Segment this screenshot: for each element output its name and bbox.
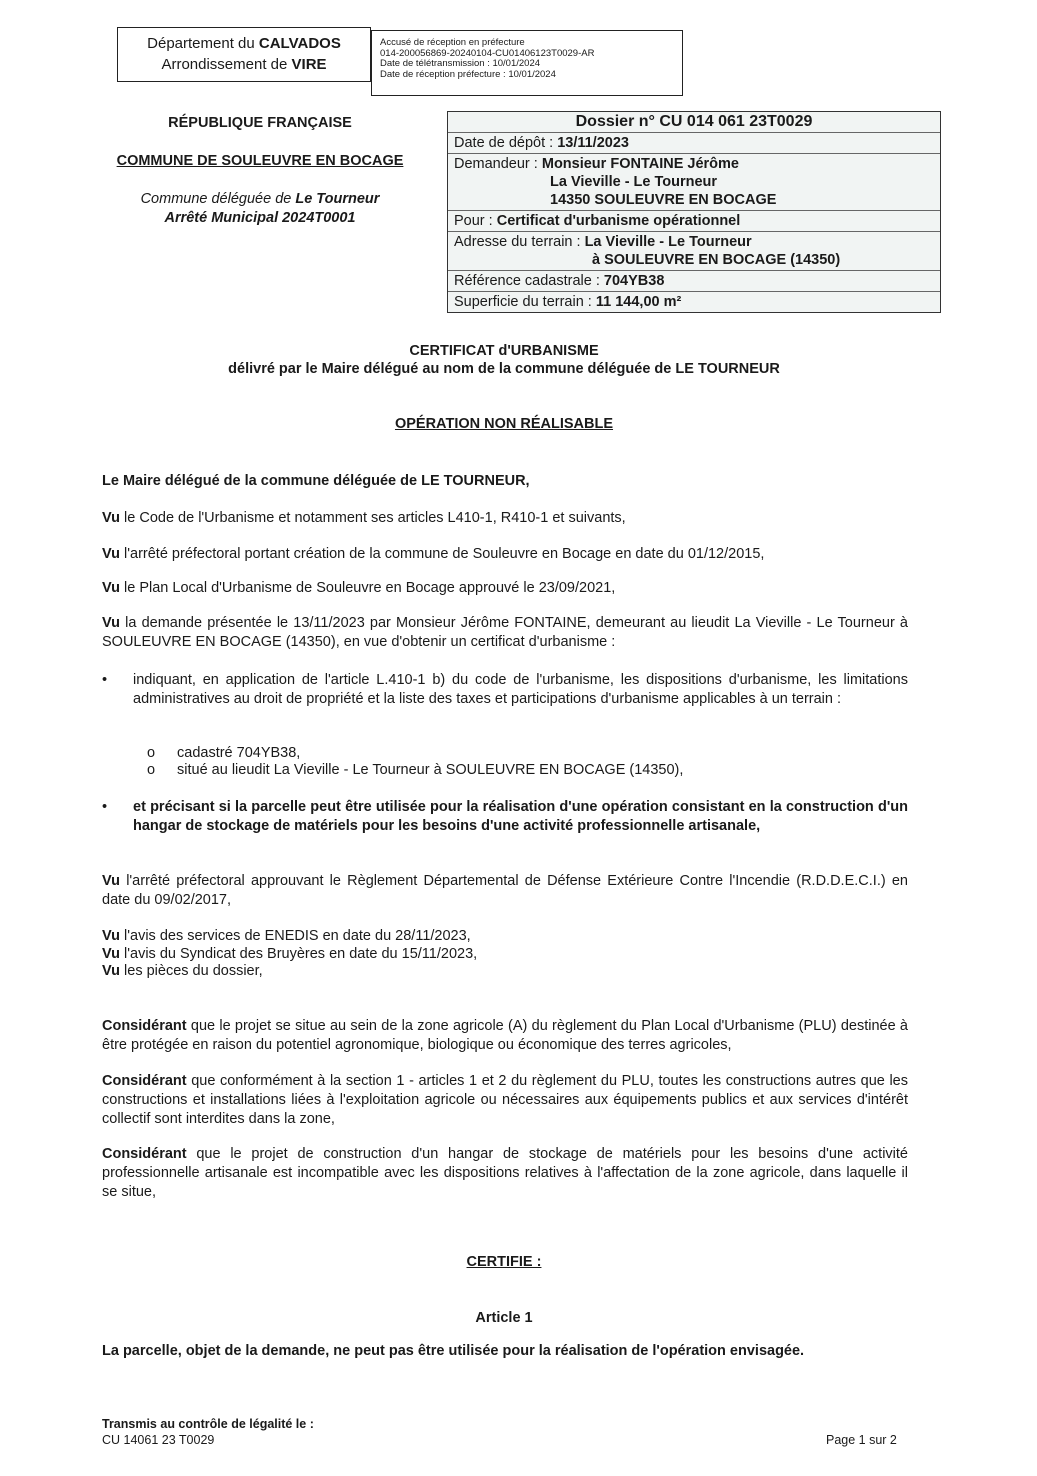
delegated-name: Le Tourneur bbox=[295, 191, 380, 207]
delegated-commune bbox=[100, 190, 420, 228]
operation-status: OPÉRATION NON RÉALISABLE bbox=[394, 416, 614, 432]
ref-value: 704YB38 bbox=[603, 273, 665, 289]
dossier-date bbox=[448, 132, 940, 153]
considerant-word: Considérant bbox=[102, 1146, 187, 1162]
considerant-word: Considérant bbox=[102, 1073, 187, 1089]
vu-word: Vu bbox=[102, 928, 120, 944]
considerant-text: que le projet de construction d'un hangar de stockage de matériels pour les besoins d'une activité professionnelle artisanale est incompatible avec les dispositions relatives à l'affectation de la zone agricole, dans laquelle il se situe, bbox=[102, 1146, 908, 1200]
dossier-superficie bbox=[448, 291, 940, 312]
considerant-paragraph bbox=[102, 1145, 908, 1202]
considerant-word: Considérant bbox=[102, 1018, 187, 1034]
vu-text: l'arrêté préfectoral approuvant le Règlement Départemental de Défense Extérieure Contre l'Incendie (R.D.D.E.C.I.) en date du 09/02/2017, bbox=[102, 873, 908, 908]
dossier-demandeur bbox=[448, 153, 940, 210]
vu-text: l'arrêté préfectoral portant création de la commune de Souleuvre en Bocage en date du 01/12/2015, bbox=[120, 546, 765, 562]
vu-word: Vu bbox=[102, 615, 120, 631]
vu-text: les pièces du dossier, bbox=[120, 963, 263, 979]
arr-name: VIRE bbox=[291, 56, 327, 73]
sub-marker: o bbox=[147, 762, 156, 778]
arrete-number: Arrêté Municipal 2024T0001 bbox=[164, 210, 356, 226]
pour-value: Certificat d'urbanisme opérationnel bbox=[496, 213, 741, 229]
bullet-text: indiquant, en application de l'article L.410-1 b) du code de l'urbanisme, les dispositions d'urbanisme, les limitations administratives au droit de propriété et la liste des taxes et participations d'urbanisme applicables à un terrain : bbox=[133, 672, 908, 707]
vu-paragraph bbox=[102, 928, 908, 946]
sub-marker: o bbox=[147, 745, 156, 761]
article-heading: Article 1 bbox=[475, 1310, 533, 1326]
sup-label: Superficie du terrain : bbox=[454, 294, 596, 310]
receipt-stamp bbox=[371, 30, 683, 96]
delegated-prefix: Commune déléguée de bbox=[140, 191, 296, 207]
transmis-label: Transmis au contrôle de légalité le : bbox=[102, 1417, 314, 1431]
considerant-paragraph bbox=[102, 1072, 908, 1129]
vu-word: Vu bbox=[102, 963, 120, 979]
vu-word: Vu bbox=[102, 546, 120, 562]
adresse-label: Adresse du terrain : bbox=[454, 234, 585, 250]
certifie-heading: CERTIFIE : bbox=[466, 1254, 542, 1270]
footer-reference: CU 14061 23 T0029 bbox=[102, 1433, 215, 1447]
bullet-item bbox=[102, 798, 908, 836]
certificate-subtitle: délivré par le Maire délégué au nom de la commune déléguée de LE TOURNEUR bbox=[228, 361, 780, 377]
bullet-marker: • bbox=[102, 799, 108, 815]
date-value: 13/11/2023 bbox=[557, 135, 629, 151]
republic-heading: RÉPUBLIQUE FRANÇAISE bbox=[168, 115, 352, 131]
vu-word: Vu bbox=[102, 945, 120, 962]
adresse-line-1: La Vieville - Le Tourneur bbox=[584, 234, 752, 250]
receipt-line: Accusé de réception en préfecture bbox=[380, 37, 525, 48]
sub-text: situé au lieudit La Vieville - Le Tourneur à SOULEUVRE EN BOCAGE (14350), bbox=[177, 762, 684, 778]
pour-label: Pour : bbox=[454, 213, 497, 229]
date-label: Date de dépôt : bbox=[454, 135, 558, 151]
intro-line: Le Maire délégué de la commune déléguée de LE TOURNEUR, bbox=[102, 473, 530, 489]
bullet-item bbox=[102, 671, 908, 709]
demandeur-label: Demandeur : bbox=[454, 156, 542, 172]
commune-heading: COMMUNE DE SOULEUVRE EN BOCAGE bbox=[116, 153, 404, 169]
sub-text: cadastré 704YB38, bbox=[177, 745, 301, 761]
vu-word: Vu bbox=[102, 510, 120, 526]
bullet-marker: • bbox=[102, 672, 108, 688]
receipt-line: Date de télétransmission : 10/01/2024 bbox=[380, 58, 541, 69]
sub-item bbox=[147, 762, 683, 779]
vu-text: la demande présentée le 13/11/2023 par Monsieur Jérôme FONTAINE, demeurant au lieudit La Vieville - Le Tourneur à SOULEUVRE EN BOCAGE (14350), en vue d'obtenir un certificat d'urbanisme : bbox=[102, 615, 908, 650]
vu-text: le Plan Local d'Urbanisme de Souleuvre en Bocage approuvé le 23/09/2021, bbox=[120, 580, 616, 596]
vu-paragraph bbox=[102, 963, 908, 981]
vu-text: le Code de l'Urbanisme et notamment ses articles L410-1, R410-1 et suivants, bbox=[120, 510, 626, 526]
sub-item bbox=[147, 745, 300, 762]
bullet-text: et précisant si la parcelle peut être utilisée pour la réalisation d'une opération consistant en la construction d'un hangar de stockage de matériels pour les besoins d'une activité professionnelle artisanale, bbox=[133, 799, 908, 834]
dossier-adresse bbox=[448, 231, 940, 270]
vu-paragraph bbox=[102, 872, 908, 910]
demandeur-address-2: 14350 SOULEUVRE EN BOCAGE bbox=[550, 192, 777, 208]
considerant-paragraph bbox=[102, 1017, 908, 1055]
arr-prefix: Arrondissement de bbox=[161, 56, 292, 73]
vu-paragraph bbox=[102, 579, 908, 598]
decision-text: La parcelle, objet de la demande, ne peut pas être utilisée pour la réalisation de l'opération envisagée. bbox=[102, 1343, 805, 1359]
ref-label: Référence cadastrale : bbox=[454, 273, 604, 289]
receipt-line: 014-200056869-20240104-CU01406123T0029-AR bbox=[380, 47, 595, 59]
dossier-reference bbox=[448, 270, 940, 291]
dept-prefix: Département du bbox=[147, 35, 259, 52]
vu-group bbox=[102, 928, 908, 981]
sup-value: 11 144,00 m² bbox=[595, 294, 682, 310]
vu-word: Vu bbox=[102, 580, 120, 596]
demandeur-address-1: La Vieville - Le Tourneur bbox=[550, 174, 718, 190]
dossier-title: Dossier n° CU 014 061 23T0029 bbox=[575, 113, 813, 130]
vu-paragraph bbox=[102, 946, 908, 964]
department-box bbox=[117, 27, 371, 82]
page-number: Page 1 sur 2 bbox=[826, 1433, 897, 1447]
vu-text: l'avis des services de ENEDIS en date du 28/11/2023, bbox=[120, 928, 471, 944]
considerant-text: que le projet se situe au sein de la zone agricole (A) du règlement du Plan Local d'Urbanisme (PLU) destinée à être protégée en raison du potentiel agronomique, biologique ou économique des terres agricoles, bbox=[102, 1018, 908, 1053]
adresse-line-2: à SOULEUVRE EN BOCAGE (14350) bbox=[592, 252, 841, 268]
vu-text: l'avis du Syndicat des Bruyères en date du 15/11/2023, bbox=[120, 945, 478, 962]
vu-paragraph bbox=[102, 509, 908, 528]
dept-name: CALVADOS bbox=[258, 35, 341, 52]
demandeur-name: Monsieur FONTAINE Jérôme bbox=[541, 156, 739, 172]
considerant-text: que conformément à la section 1 - articles 1 et 2 du règlement du PLU, toutes les constructions autres que les constructions et installations liées à l'exploitation agricole ou nécessaires aux équipements publics et aux services d'intérêt collectif sont interdites dans la zone, bbox=[102, 1073, 908, 1127]
vu-paragraph bbox=[102, 614, 908, 652]
receipt-line: Date de réception préfecture : 10/01/2024 bbox=[380, 68, 556, 80]
dossier-box bbox=[447, 111, 941, 313]
vu-word: Vu bbox=[102, 873, 120, 889]
dossier-pour bbox=[448, 210, 940, 231]
vu-paragraph bbox=[102, 545, 908, 564]
certificate-title: CERTIFICAT d'URBANISME bbox=[409, 343, 599, 359]
